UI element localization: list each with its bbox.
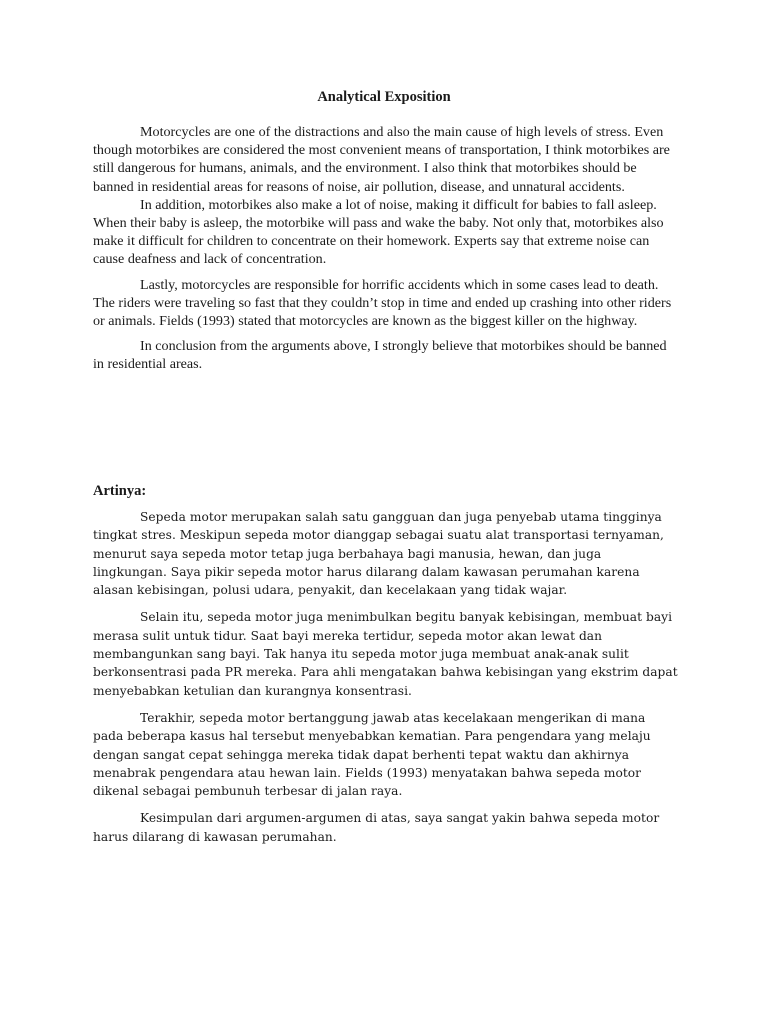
english-paragraph-3: Lastly, motorcycles are responsible for horrific accidents which in some cases lead to death. The riders were traveling so fast that they couldn’t stop in time and ended up crashing into other riders or animals. Fields (1993) stated that motorcycles are known as the biggest killer on the highway.: [93, 276, 672, 330]
english-paragraph-2: In addition, motorbikes also make a lot of noise, making it difficult for babies to fall asleep. When their baby is asleep, the motorbike will pass and wake the baby. Not only that, motorbikes also make it difficult for children to concentrate on their homework. Experts say that extreme noise can cause deafness and lack of concentration.: [93, 196, 664, 268]
english-paragraph-4: In conclusion from the arguments above, I strongly believe that motorbikes should be banned in residential areas.: [93, 338, 667, 373]
indonesian-text: [93, 508, 679, 855]
translation-label: Artinya:: [93, 483, 147, 499]
indonesian-paragraph-1: Sepeda motor merupakan salah satu gangguan dan juga penyebab utama tingginya tingkat stres. Meskipun sepeda motor dianggap sebagai suatu alat transportasi ternyaman, menurut saya sepeda motor tetap juga berbahaya bagi manusia, hewan, dan juga lingkungan. Saya pikir sepeda motor harus dilarang dalam kawasan perumahan karena alasan kebisingan, polusi udara, penyakit, dan kecelakaan yang tidak wajar.: [93, 510, 664, 598]
indonesian-paragraph-2: Selain itu, sepeda motor juga menimbulkan begitu banyak kebisingan, membuat bayi merasa sulit untuk tidur. Saat bayi mereka tertidur, sepeda motor akan lewat dan membangunkan sang bayi. Tak hanya itu sepeda motor juga membuat anak-anak sulit berkonsentrasi pada PR mereka. Para ahli mengatakan bahwa kebisingan yang ekstrim dapat menyebabkan ketulian dan kurangnya konsentrasi.: [93, 610, 678, 698]
english-text: [93, 123, 679, 374]
indonesian-paragraph-4: Kesimpulan dari argumen-argumen di atas, saya sangat yakin bahwa sepeda motor harus dilarang di kawasan perumahan.: [93, 811, 660, 844]
indonesian-paragraph-3: Terakhir, sepeda motor bertanggung jawab atas kecelakaan mengerikan di mana pada beberapa kasus hal tersebut menyebabkan kematian. Para pengendara yang melaju dengan sangat cepat sehingga mereka tidak dapat berhenti tepat waktu dan akhirnya menabrak pengendara atau hewan lain. Fields (1993) menyatakan bahwa sepeda motor dikenal sebagai pembunuh terbesar di jalan raya.: [93, 710, 651, 799]
english-paragraph-1: Motorcycles are one of the distractions and also the main cause of high levels of stress. Even though motorbikes are considered the most convenient means of transportation, I think motorbikes are still dangerous for humans, animals, and the environment. I also think that motorbikes should be banned in residential areas for reasons of noise, air pollution, disease, and unnatural accidents.: [93, 124, 670, 195]
document-title: Analytical Exposition: [317, 89, 451, 105]
